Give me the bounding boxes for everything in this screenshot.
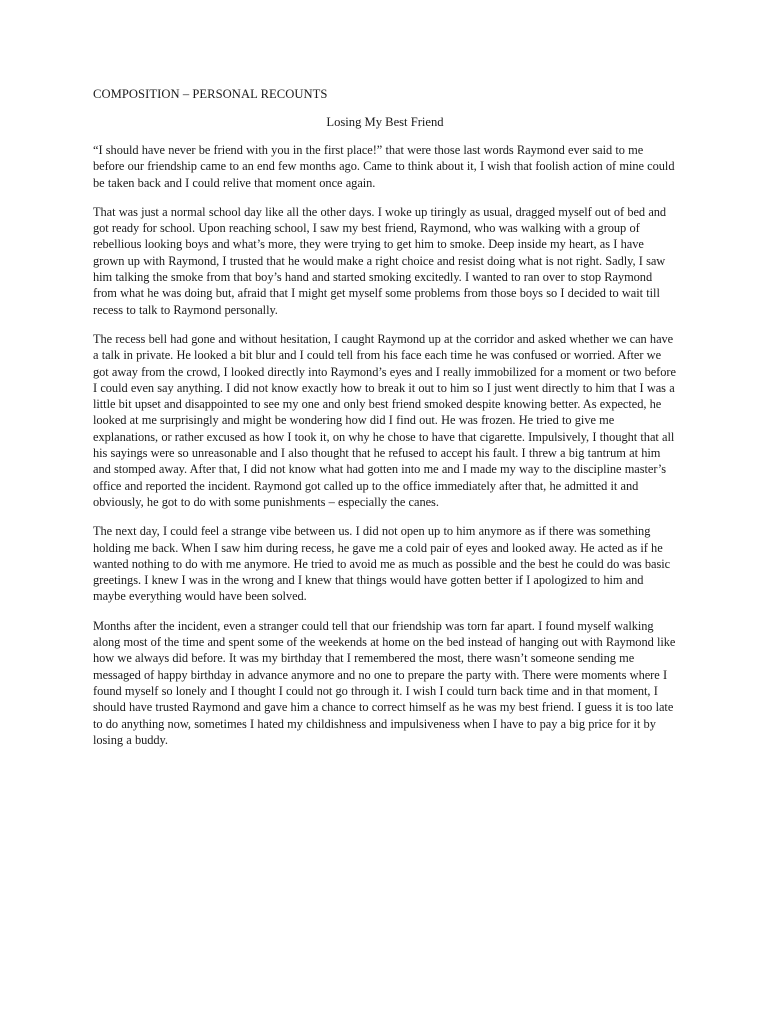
paragraph-5: Months after the incident, even a stranger could tell that our friendship was torn far apart. I found myself walking along most of the time and spent some of the weekends at home on the bed instead of hanging out with Raymond like how we always did before. It was my birthday that I remembered the most, there wasn’t someone sending me messaged of happy birthday in advance anymore and no one to prepare the party with. There were moments where I found myself so lonely and I thought I could not go through it. I wish I could turn back time and in that moment, I should have trusted Raymond and gave him a chance to correct himself as he was my best friend. I guess it is too late to do anything now, sometimes I hated my childishness and impulsiveness when I have to pay a big price for it by losing a buddy. [93, 618, 676, 747]
paragraph-1: “I should have never be friend with you in the first place!” that were those last words Raymond ever said to me before our friendship came to an end few months ago. Came to think about it, I wish that foolish action of mine could be taken back and I could relive that moment once again. [93, 143, 675, 190]
paragraph-2: That was just a normal school day like all the other days. I woke up tiringly as usual, dragged myself out of bed and got ready for school. Upon reaching school, I saw my best friend, Raymond, who was walking with a group of rebellious looking boys and what’s more, they were trying to get him to smoke. Deep inside my heart, as I have grown up with Raymond, I trusted that he would make a right choice and resist doing what is not right. Sadly, I saw him talking the smoke from that boy’s hand and started smoking excitedly. I wanted to ran over to stop Raymond from what he was doing but, afraid that I might get myself some problems from those boys so I decided to wait till recess to talk to Raymond personally. [93, 204, 667, 317]
paragraph-3: The recess bell had gone and without hesitation, I caught Raymond up at the corridor and asked whether we can have a talk in private. He looked a bit blur and I could tell from his face each time he was confused or worried. After we got away from the crowd, I looked directly into Raymond’s eyes and I really immobilized for a moment or two before I could even say anything. I did not know exactly how to break it out to him so I just went directly to him that I was a little bit upset and disappointed to see my one and only best friend smoked despite knowing better. As expected, he looked at me surprisingly and might be wondering how did I find out. He was frozen. He tried to give me explanations, or rather excused as how I took it, on why he chose to have that cigarette. Impulsively, I thought that all his sayings were so unreasonable and I also thought that he refused to accept his fault. I threw a big tantrum at him and stomped away. After that, I did not know what had gotten into me and I made my way to the discipline master’s office and reported the incident. Raymond got called up to the office immediately after that, he admitted it and obviously, he got to do with some punishments – especially the canes. [93, 331, 676, 509]
paragraph-4: The next day, I could feel a strange vibe between us. I did not open up to him anymore as if there was something holding me back. When I saw him during recess, he gave me a cold pair of eyes and looked away. He acted as if he wanted nothing to do with me anymore. He tried to avoid me as much as possible and the best he could do was basic greetings. I knew I was in the wrong and I knew that things would have gotten better if I apologized to him and maybe everything would have been solved. [93, 524, 671, 604]
document-title: Losing My Best Friend [326, 115, 444, 129]
document-body [93, 86, 677, 761]
document-heading: COMPOSITION – PERSONAL RECOUNTS [93, 87, 328, 101]
